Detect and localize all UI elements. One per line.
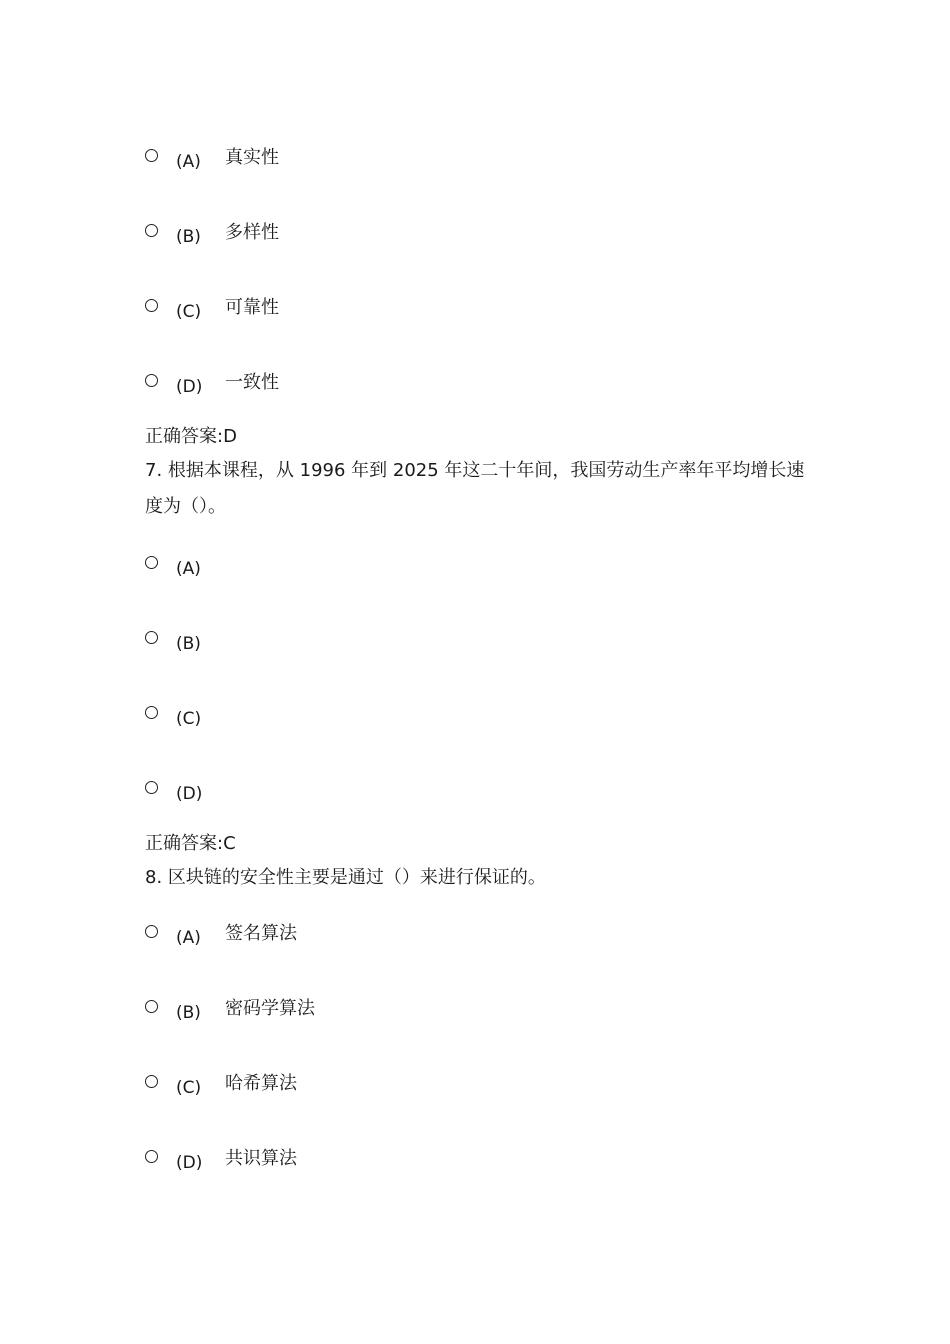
option-letter: (A) — [176, 928, 201, 948]
radio-button[interactable] — [145, 1000, 158, 1013]
radio-button[interactable] — [145, 149, 158, 162]
q8-option-c[interactable] — [145, 1075, 645, 1105]
option-text: 多样性 — [225, 222, 279, 243]
option-text: 真实性 — [225, 147, 279, 168]
q6-option-b[interactable] — [145, 224, 645, 254]
option-text: 一致性 — [225, 372, 279, 393]
q6-correct-answer: 正确答案:D — [145, 426, 237, 447]
q7-option-d[interactable] — [145, 781, 645, 811]
option-text: 密码学算法 — [225, 998, 315, 1019]
option-letter: (B) — [176, 634, 201, 654]
q8-option-a[interactable] — [145, 925, 645, 955]
q8-option-d[interactable] — [145, 1150, 645, 1180]
option-text: 哈希算法 — [225, 1073, 297, 1094]
option-letter: (B) — [176, 227, 201, 247]
q7-question-text: 7. 根据本课程，从 1996 年到 2025 年这二十年间，我国劳动生产率年平均增长速度为（）。 — [145, 460, 805, 517]
option-letter: (A) — [176, 559, 201, 579]
option-letter: (C) — [176, 302, 202, 322]
radio-button[interactable] — [145, 631, 158, 644]
option-letter: (B) — [176, 1003, 201, 1023]
radio-button[interactable] — [145, 1150, 158, 1163]
q7-option-b[interactable] — [145, 631, 645, 661]
radio-button[interactable] — [145, 781, 158, 794]
option-text: 可靠性 — [225, 297, 279, 318]
radio-button[interactable] — [145, 706, 158, 719]
radio-button[interactable] — [145, 374, 158, 387]
option-letter: (A) — [176, 152, 201, 172]
radio-button[interactable] — [145, 224, 158, 237]
radio-button[interactable] — [145, 925, 158, 938]
option-letter: (D) — [176, 784, 203, 804]
q6-option-d[interactable] — [145, 374, 645, 404]
option-letter: (C) — [176, 709, 202, 729]
option-text: 签名算法 — [225, 923, 297, 944]
option-letter: (C) — [176, 1078, 202, 1098]
radio-button[interactable] — [145, 1075, 158, 1088]
option-letter: (D) — [176, 1153, 203, 1173]
q6-option-c[interactable] — [145, 299, 645, 329]
q7-option-c[interactable] — [145, 706, 645, 736]
radio-button[interactable] — [145, 299, 158, 312]
q8-question-text: 8. 区块链的安全性主要是通过（）来进行保证的。 — [145, 867, 546, 888]
q7-correct-answer: 正确答案:C — [145, 833, 236, 854]
option-letter: (D) — [176, 377, 203, 397]
q7-option-a[interactable] — [145, 556, 645, 586]
q8-option-b[interactable] — [145, 1000, 645, 1030]
radio-button[interactable] — [145, 556, 158, 569]
option-text: 共识算法 — [225, 1148, 297, 1169]
q6-option-a[interactable] — [145, 149, 645, 179]
